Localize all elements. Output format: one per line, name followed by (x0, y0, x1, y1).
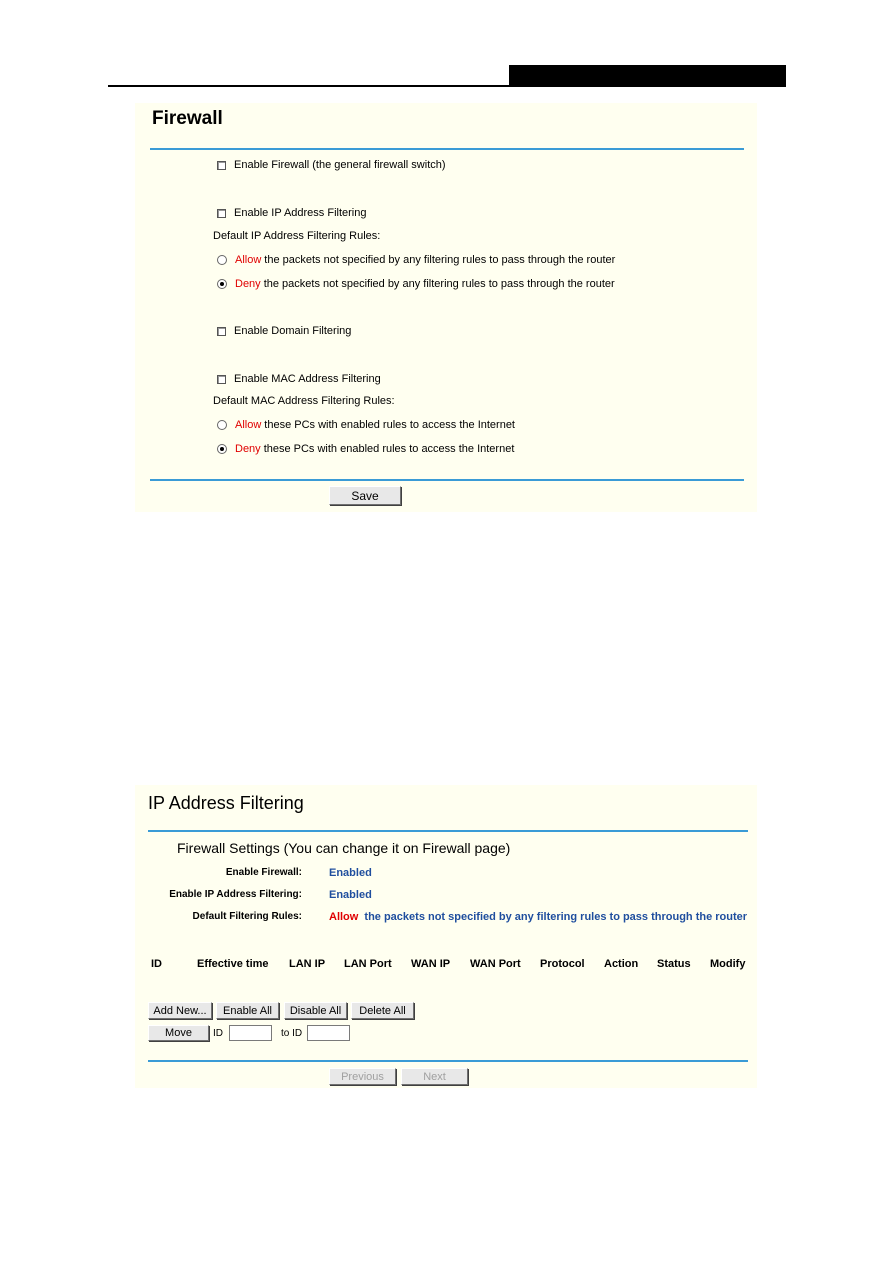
ip-deny-row (217, 278, 615, 290)
disable-all-button[interactable]: Disable All (284, 1002, 347, 1019)
ip-bottom-divider (148, 1060, 748, 1062)
enable-domain-filtering-checkbox[interactable] (217, 327, 226, 336)
enable-mac-filtering-label: Enable MAC Address Filtering (234, 373, 381, 385)
ip-filtering-title: IP Address Filtering (148, 793, 304, 813)
ip-deny-radio[interactable] (217, 279, 227, 289)
enable-firewall-setting-value: Enabled (329, 867, 372, 879)
mac-allow-word: Allow (235, 419, 262, 431)
ip-deny-text: the packets not specified by any filtering rules to pass through the router (263, 278, 615, 290)
next-button[interactable]: Next (401, 1068, 468, 1085)
mac-allow-text: these PCs with enabled rules to access the Internet (264, 419, 515, 431)
bottom-divider (150, 479, 744, 481)
mac-rules-label: Default MAC Address Filtering Rules: (213, 395, 395, 407)
enable-ip-filtering-checkbox[interactable] (217, 209, 226, 218)
col-lan-ip: LAN IP (289, 958, 326, 970)
firewall-settings-heading: Firewall Settings (You can change it on Firewall page) (177, 840, 511, 856)
col-effective-time: Effective time (197, 958, 269, 970)
enable-ip-setting-value: Enabled (329, 889, 372, 901)
mac-deny-row (217, 443, 514, 455)
default-rules-value (329, 911, 747, 923)
ip-allow-row (217, 254, 615, 266)
ip-allow-word: Allow (235, 254, 262, 266)
move-to-id-input[interactable] (307, 1025, 350, 1041)
move-button[interactable]: Move (148, 1025, 209, 1041)
previous-button[interactable]: Previous (329, 1068, 396, 1085)
mac-deny-word: Deny (235, 443, 261, 455)
enable-mac-filtering-checkbox[interactable] (217, 375, 226, 384)
default-rules-label: Default Filtering Rules: (192, 911, 302, 922)
ip-filtering-panel (135, 785, 757, 1088)
enable-ip-filtering-label: Enable IP Address Filtering (234, 207, 367, 219)
save-button[interactable]: Save (329, 486, 401, 505)
default-rules-text: the packets not specified by any filtering rules to pass through the router (364, 911, 748, 923)
enable-firewall-label: Enable Firewall (the general firewall switch) (234, 159, 446, 171)
col-modify: Modify (710, 958, 746, 970)
default-rules-word: Allow (329, 911, 359, 923)
col-wan-ip: WAN IP (411, 958, 451, 970)
col-wan-port: WAN Port (470, 958, 521, 970)
enable-domain-filtering-label: Enable Domain Filtering (234, 325, 352, 337)
mac-deny-text: these PCs with enabled rules to access the Internet (263, 443, 515, 455)
enable-mac-filtering-row (217, 373, 381, 385)
mac-allow-radio[interactable] (217, 420, 227, 430)
header-bar (509, 65, 786, 87)
ip-top-divider (148, 830, 748, 832)
col-id: ID (151, 958, 162, 970)
ip-deny-word: Deny (235, 278, 261, 290)
id-label: ID (213, 1028, 223, 1039)
enable-firewall-checkbox[interactable] (217, 161, 226, 170)
enable-all-button[interactable]: Enable All (216, 1002, 279, 1019)
ip-allow-text: the packets not specified by any filtering rules to pass through the router (264, 254, 616, 266)
move-from-id-input[interactable] (229, 1025, 272, 1041)
enable-ip-setting-label: Enable IP Address Filtering: (169, 889, 302, 900)
add-new-button[interactable]: Add New... (148, 1002, 212, 1019)
col-status: Status (657, 958, 691, 970)
ip-allow-radio[interactable] (217, 255, 227, 265)
enable-firewall-row (217, 159, 446, 171)
enable-firewall-setting-label: Enable Firewall: (225, 867, 302, 878)
mac-allow-row (217, 419, 515, 431)
enable-domain-filtering-row (217, 325, 351, 337)
mac-deny-radio[interactable] (217, 444, 227, 454)
firewall-panel (135, 103, 757, 512)
ip-rules-label: Default IP Address Filtering Rules: (213, 230, 381, 242)
page-title: Firewall (152, 108, 223, 129)
delete-all-button[interactable]: Delete All (351, 1002, 414, 1019)
col-protocol: Protocol (540, 958, 585, 970)
col-action: Action (604, 958, 639, 970)
to-id-label: to ID (281, 1028, 303, 1039)
col-lan-port: LAN Port (344, 958, 392, 970)
enable-ip-filtering-row (217, 207, 366, 219)
top-divider (150, 148, 744, 150)
